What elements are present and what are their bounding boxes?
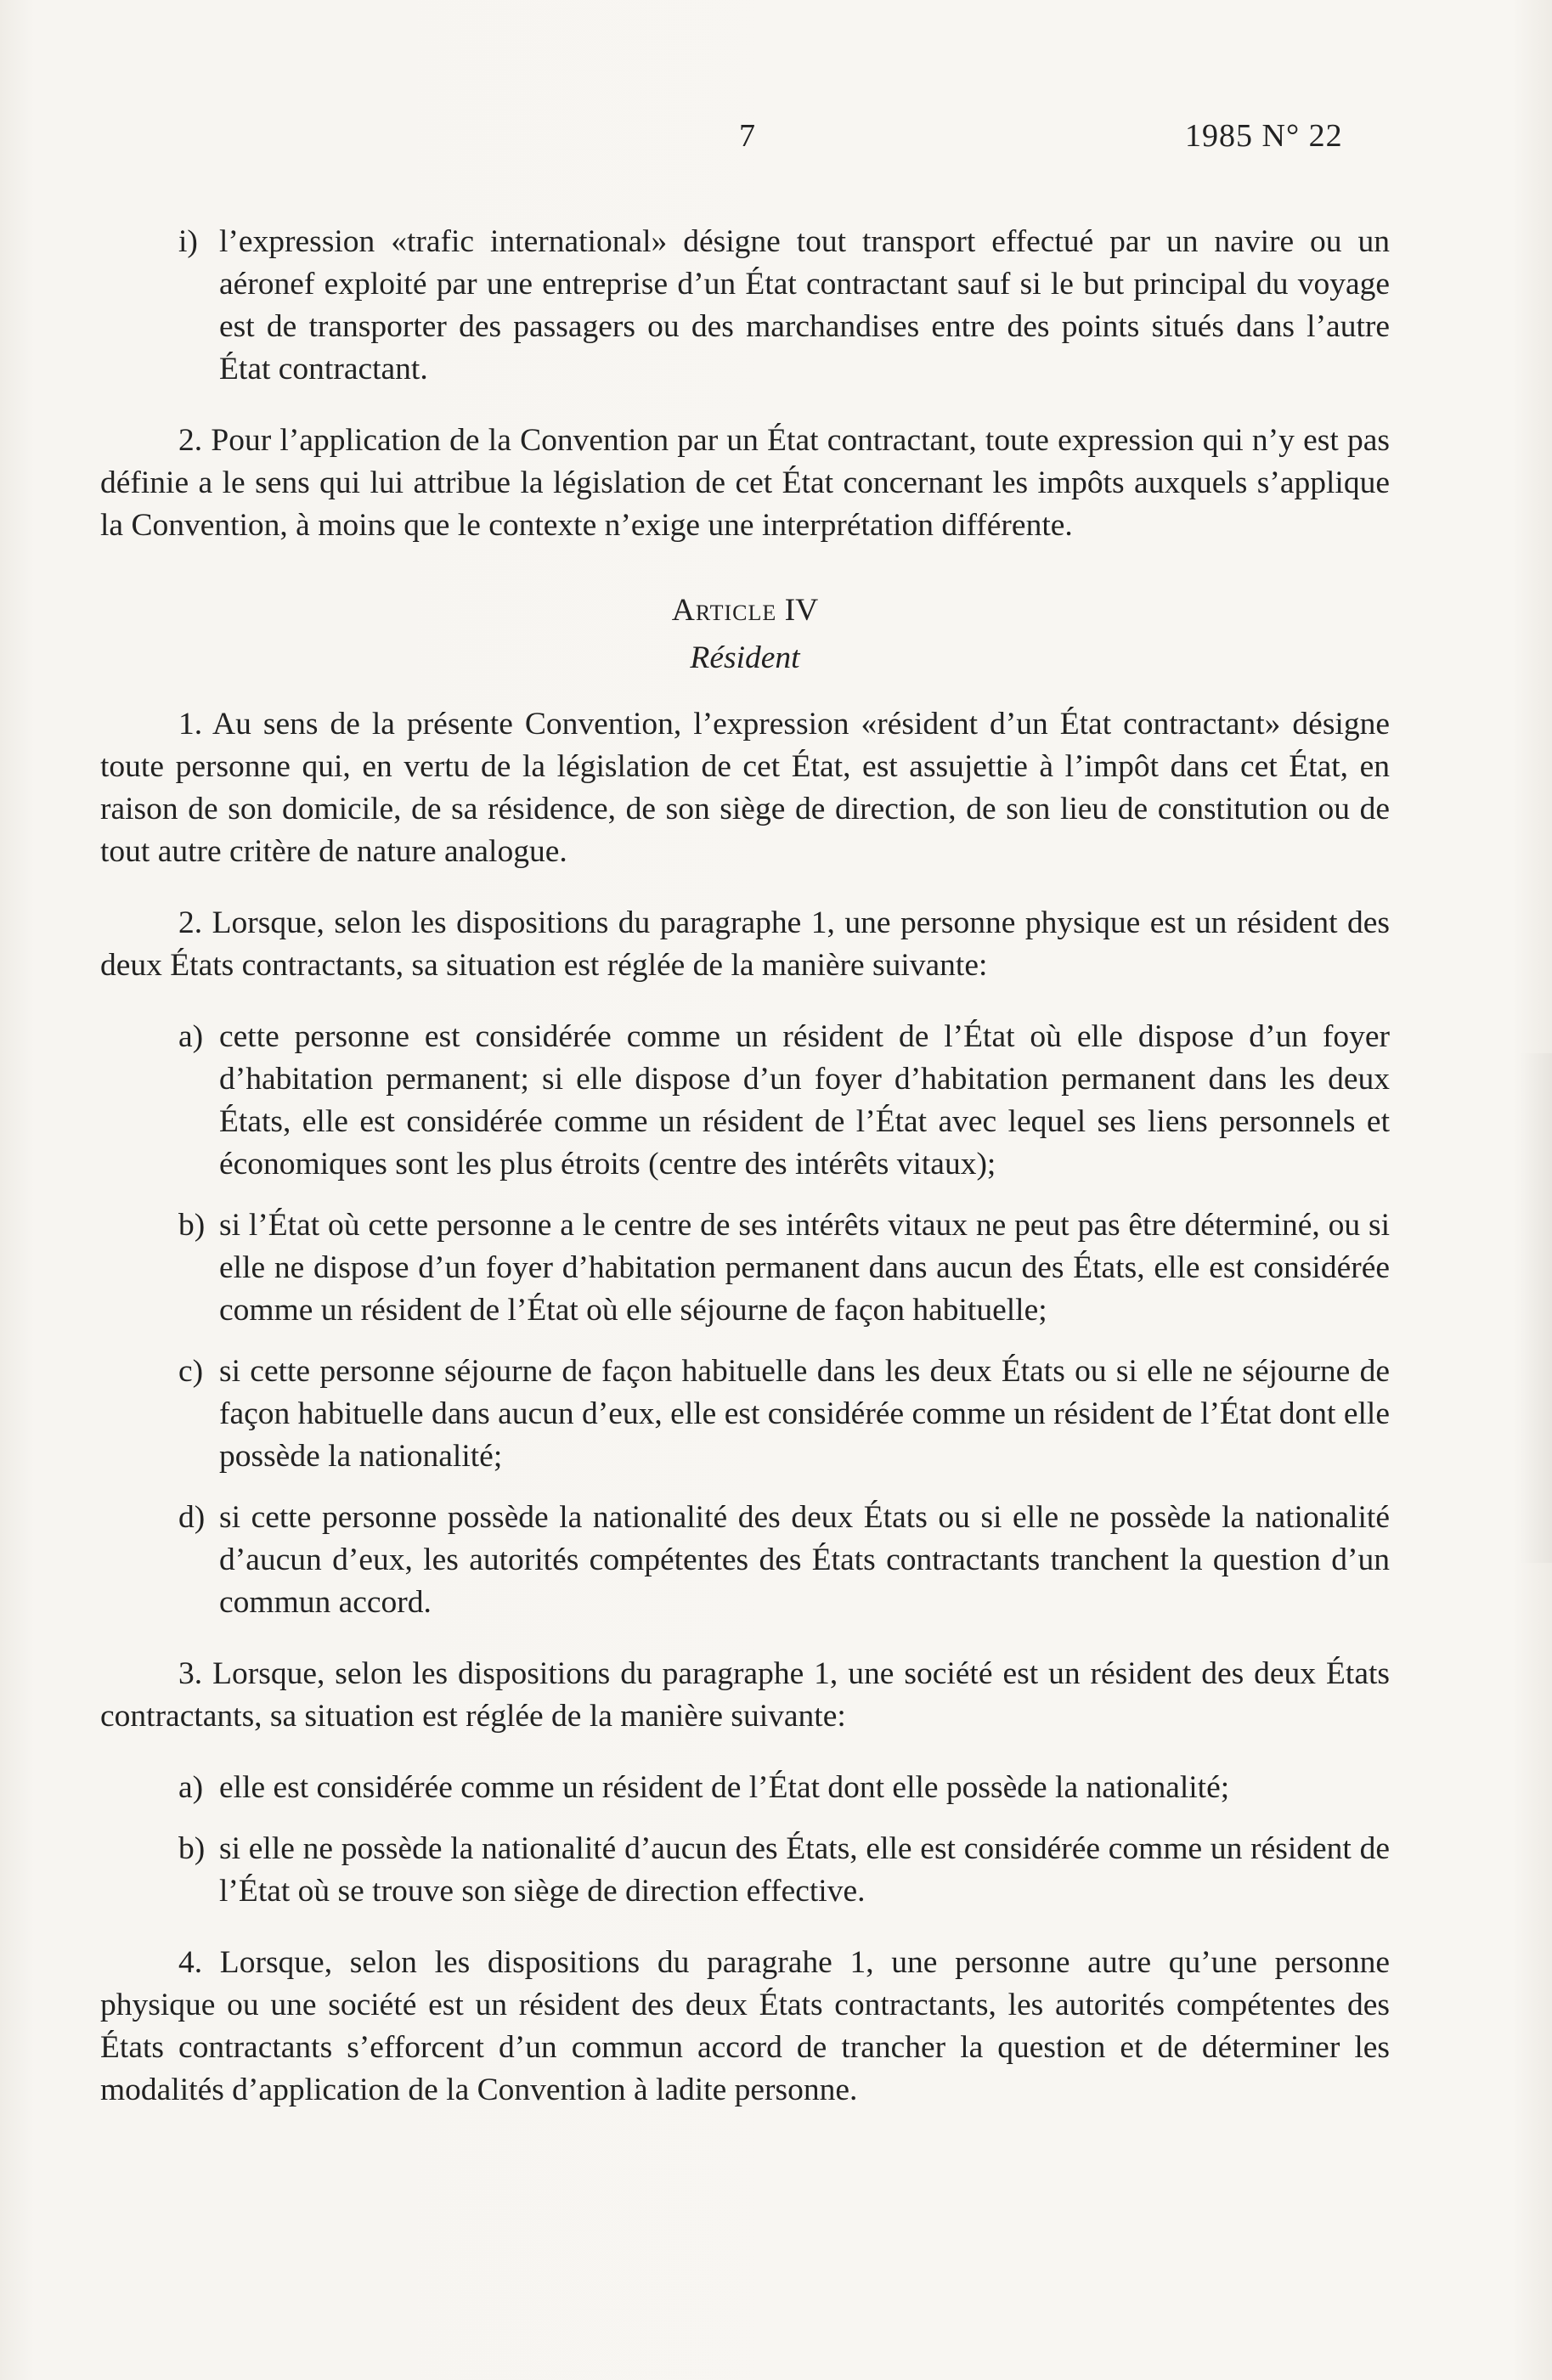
item-marker: d) bbox=[178, 1500, 206, 1535]
item-text: cette personne est considérée comme un résident de l’État où elle dispose d’un foyer d’habitation permanent; si elle dispose d’un foyer d’habitation permanent dans les deux États, elle est considérée comme un résident de l’État avec lequel ses liens personnels et économiques sont les plus étroits (centre des intérêts vitaux); bbox=[219, 1019, 1390, 1182]
item-text: si cette personne possède la nationalité des deux États ou si elle ne possède la nationalité d’aucun d’eux, les autorités compétentes des États contractants tranchent la question d’un commun accord. bbox=[219, 1500, 1390, 1620]
list-item-2d bbox=[100, 1497, 1390, 1624]
list-item-2c bbox=[100, 1351, 1390, 1478]
document-body bbox=[100, 221, 1390, 2112]
document-reference: 1985 N° 22 bbox=[1185, 118, 1343, 154]
list-item-2a bbox=[100, 1016, 1390, 1186]
definition-item-i bbox=[100, 221, 1390, 391]
page-header bbox=[0, 117, 1552, 160]
item-marker: b) bbox=[178, 1831, 206, 1866]
list-item-3a bbox=[100, 1767, 1390, 1809]
list-item-3b bbox=[100, 1828, 1390, 1913]
article-heading-prefix: Article bbox=[671, 593, 777, 628]
item-text: si l’État où cette personne a le centre de ses intérêts vitaux ne peut pas être déterminé, ou si elle ne dispose d’un foyer d’habitation permanent dans aucun des États, elle est considérée comme un résident de l’État où elle séjourne de façon habituelle; bbox=[219, 1208, 1390, 1328]
list-item-2b bbox=[100, 1204, 1390, 1332]
item-marker: b) bbox=[178, 1208, 206, 1243]
item-text: l’expression «trafic international» désigne tout transport effectué par un navire ou un aéronef exploité par une entreprise d’un État contractant sauf si le but principal du voyage est de transporter des passagers ou des marchandises entre des points situés dans l’autre État contractant. bbox=[219, 224, 1390, 386]
show-through-shading bbox=[1518, 1053, 1552, 1563]
item-marker: a) bbox=[178, 1019, 204, 1054]
page-number: 7 bbox=[739, 118, 755, 154]
article-title: Résident bbox=[690, 640, 800, 675]
article-paragraph-2: 2. Lorsque, selon les dispositions du paragraphe 1, une personne physique est un résident des deux États contractants, sa situation est réglée de la manière suivante: bbox=[100, 905, 1390, 983]
item-marker: i) bbox=[178, 224, 198, 259]
article-heading bbox=[100, 589, 1390, 632]
item-marker: a) bbox=[178, 1770, 204, 1805]
article-paragraph-1: 1. Au sens de la présente Convention, l’expression «résident d’un État contractant» désigne toute personne qui, en vertu de la législation de cet État, est assujettie à l’impôt dans cet État, en raison de son domicile, de sa résidence, de son siège de direction, de son lieu de constitution ou de tout autre critère de nature analogue. bbox=[100, 707, 1390, 869]
article-paragraph-3: 3. Lorsque, selon les dispositions du paragraphe 1, une société est un résident des deux États contractants, sa situation est réglée de la manière suivante: bbox=[100, 1656, 1390, 1734]
item-text: si cette personne séjourne de façon habituelle dans les deux États ou si elle ne séjourne de façon habituelle dans aucun d’eux, elle est considérée comme un résident de l’État dont elle possède la nationalité; bbox=[219, 1354, 1390, 1474]
item-text: si elle ne possède la nationalité d’aucun des États, elle est considérée comme un résident de l’État où se trouve son siège de direction effective. bbox=[219, 1831, 1390, 1909]
item-text: elle est considérée comme un résident de l’État dont elle possède la nationalité; bbox=[219, 1770, 1230, 1805]
item-marker: c) bbox=[178, 1354, 204, 1389]
paragraph-2: 2. Pour l’application de la Convention par un État contractant, toute expression qui n’y est pas définie a le sens qui lui attribue la législation de cet État concernant les impôts auxquels s’applique la Convention, à moins que le contexte n’exige une interprétation différente. bbox=[100, 423, 1390, 543]
article-heading-number: IV bbox=[784, 593, 819, 628]
article-paragraph-4: 4. Lorsque, selon les dispositions du paragrahe 1, une personne autre qu’une personne physique ou une société est un résident des deux États contractants, les autorités compétentes des États contractants s’efforcent d’un commun accord de trancher la question et de déterminer les modalités d’application de la Convention à ladite personne. bbox=[100, 1945, 1390, 2107]
